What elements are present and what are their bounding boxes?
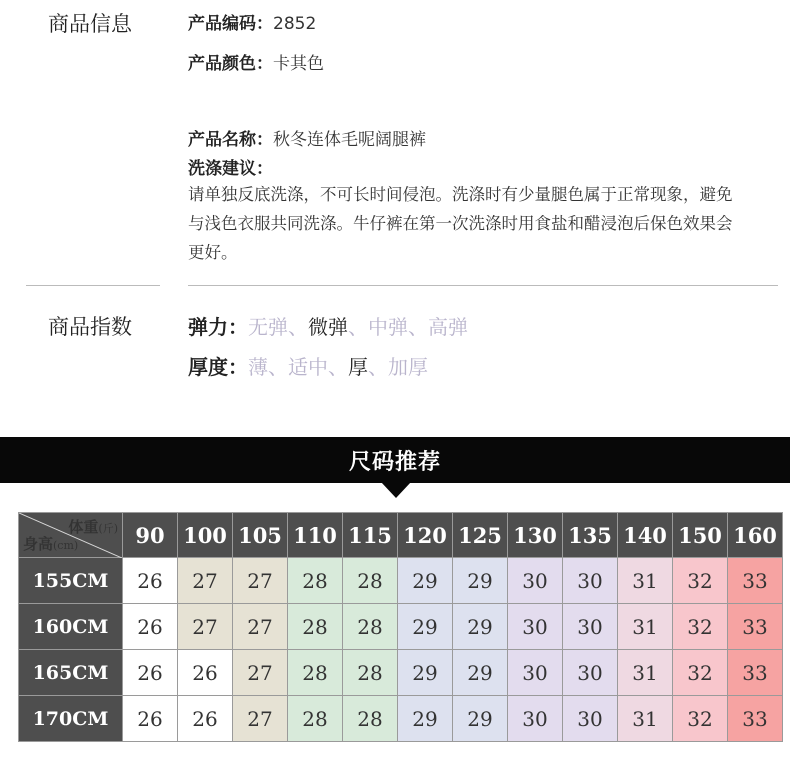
size-cell: 33 bbox=[728, 558, 783, 604]
size-row-160cm bbox=[19, 604, 783, 650]
size-cell: 27 bbox=[233, 696, 288, 742]
corner-height-text: 身高 bbox=[23, 535, 54, 553]
size-cell: 26 bbox=[123, 696, 178, 742]
height-header-160cm: 160CM bbox=[19, 604, 123, 650]
size-cell: 28 bbox=[343, 650, 398, 696]
size-banner-title: 尺码推荐 bbox=[348, 450, 441, 475]
product-color-line bbox=[188, 49, 324, 74]
size-cell: 31 bbox=[618, 696, 673, 742]
size-cell: 27 bbox=[233, 604, 288, 650]
elasticity-line bbox=[188, 311, 468, 340]
thickness-option-4: 加厚 bbox=[388, 355, 428, 379]
size-cell: 28 bbox=[288, 558, 343, 604]
size-cell: 30 bbox=[508, 604, 563, 650]
weight-header-125: 125 bbox=[453, 513, 508, 558]
elasticity-separator: 、 bbox=[408, 315, 428, 339]
weight-header-160: 160 bbox=[728, 513, 783, 558]
size-cell: 28 bbox=[343, 604, 398, 650]
thickness-option-2: 适中 bbox=[288, 355, 328, 379]
size-cell: 31 bbox=[618, 650, 673, 696]
size-row-165cm bbox=[19, 650, 783, 696]
product-name-value: 秋冬连体毛呢阔腿裤 bbox=[273, 130, 426, 150]
thickness-options bbox=[248, 355, 428, 379]
weight-header-140: 140 bbox=[618, 513, 673, 558]
size-table-body bbox=[19, 513, 783, 742]
size-cell: 28 bbox=[288, 604, 343, 650]
size-cell: 31 bbox=[618, 558, 673, 604]
section-title-product-info: 商品信息 bbox=[48, 12, 132, 36]
weight-header-150: 150 bbox=[673, 513, 728, 558]
size-cell: 33 bbox=[728, 650, 783, 696]
size-cell: 28 bbox=[343, 558, 398, 604]
size-cell: 32 bbox=[673, 558, 728, 604]
product-name-line bbox=[188, 125, 426, 150]
size-cell: 29 bbox=[398, 558, 453, 604]
product-code-value: 2852 bbox=[273, 14, 317, 34]
weight-header-130: 130 bbox=[508, 513, 563, 558]
size-cell: 28 bbox=[288, 650, 343, 696]
size-cell: 26 bbox=[178, 696, 233, 742]
weight-header-120: 120 bbox=[398, 513, 453, 558]
elasticity-separator: 、 bbox=[288, 315, 308, 339]
divider-left bbox=[26, 285, 160, 286]
size-cell: 30 bbox=[508, 696, 563, 742]
size-cell: 33 bbox=[728, 696, 783, 742]
elasticity-option-3: 中弹 bbox=[368, 315, 408, 339]
product-name-label: 产品名称： bbox=[188, 130, 273, 150]
height-header-155cm: 155CM bbox=[19, 558, 123, 604]
size-cell: 30 bbox=[563, 604, 618, 650]
corner-height-label bbox=[23, 533, 78, 554]
size-cell: 27 bbox=[178, 604, 233, 650]
size-cell: 32 bbox=[673, 604, 728, 650]
height-header-165cm: 165CM bbox=[19, 650, 123, 696]
size-cell: 30 bbox=[563, 558, 618, 604]
elasticity-options bbox=[248, 315, 468, 339]
corner-height-unit: (cm) bbox=[53, 539, 79, 552]
size-cell: 29 bbox=[453, 604, 508, 650]
size-cell: 29 bbox=[398, 696, 453, 742]
divider-right bbox=[188, 285, 778, 286]
banner-arrow bbox=[381, 482, 411, 498]
size-cell: 29 bbox=[398, 604, 453, 650]
size-cell: 29 bbox=[453, 696, 508, 742]
size-cell: 26 bbox=[123, 650, 178, 696]
thickness-separator: 、 bbox=[268, 355, 288, 379]
thickness-option-1: 薄 bbox=[248, 355, 268, 379]
thickness-line bbox=[188, 351, 428, 380]
weight-header-135: 135 bbox=[563, 513, 618, 558]
thickness-option-3: 厚 bbox=[348, 355, 368, 379]
wash-advice-text: 请单独反底洗涤，不可长时间侵泡。洗涤时有少量腿色属于正常现象，避免与浅色衣服共同洗涤。牛仔裤在第一次洗涤时用食盐和醋浸泡后保色效果会更好。 bbox=[188, 185, 733, 262]
size-row-155cm bbox=[19, 558, 783, 604]
thickness-separator: 、 bbox=[328, 355, 348, 379]
size-cell: 31 bbox=[618, 604, 673, 650]
size-cell: 27 bbox=[233, 558, 288, 604]
weight-header-100: 100 bbox=[178, 513, 233, 558]
size-cell: 30 bbox=[563, 650, 618, 696]
size-table-header-row bbox=[19, 513, 783, 558]
thickness-separator: 、 bbox=[368, 355, 388, 379]
size-cell: 27 bbox=[178, 558, 233, 604]
size-cell: 27 bbox=[233, 650, 288, 696]
size-cell: 30 bbox=[508, 558, 563, 604]
product-color-value: 卡其色 bbox=[273, 54, 324, 74]
elasticity-option-1: 无弹 bbox=[248, 315, 288, 339]
product-code-line bbox=[188, 9, 316, 34]
product-code-label: 产品编码： bbox=[188, 14, 273, 34]
size-table bbox=[18, 512, 783, 742]
wash-advice-label: 洗涤建议： bbox=[188, 159, 273, 179]
size-cell: 32 bbox=[673, 696, 728, 742]
size-cell: 29 bbox=[453, 650, 508, 696]
size-cell: 26 bbox=[123, 558, 178, 604]
elasticity-option-4: 高弹 bbox=[428, 315, 468, 339]
size-cell: 29 bbox=[453, 558, 508, 604]
elasticity-separator: 、 bbox=[348, 315, 368, 339]
size-table-corner bbox=[19, 513, 123, 558]
elasticity-option-2: 微弹 bbox=[308, 315, 348, 339]
product-color-label: 产品颜色： bbox=[188, 54, 273, 74]
size-cell: 33 bbox=[728, 604, 783, 650]
weight-header-115: 115 bbox=[343, 513, 398, 558]
elasticity-label: 弹力： bbox=[188, 315, 248, 339]
height-header-170cm: 170CM bbox=[19, 696, 123, 742]
size-cell: 32 bbox=[673, 650, 728, 696]
thickness-label: 厚度： bbox=[188, 355, 248, 379]
size-cell: 26 bbox=[178, 650, 233, 696]
weight-header-90: 90 bbox=[123, 513, 178, 558]
size-cell: 30 bbox=[508, 650, 563, 696]
section-title-product-index: 商品指数 bbox=[48, 315, 132, 339]
corner-weight-unit: (斤) bbox=[98, 522, 118, 535]
weight-header-110: 110 bbox=[288, 513, 343, 558]
corner-weight-text: 体重 bbox=[68, 518, 99, 536]
size-cell: 26 bbox=[123, 604, 178, 650]
size-cell: 28 bbox=[343, 696, 398, 742]
size-cell: 28 bbox=[288, 696, 343, 742]
size-row-170cm bbox=[19, 696, 783, 742]
size-cell: 29 bbox=[398, 650, 453, 696]
size-cell: 30 bbox=[563, 696, 618, 742]
wash-advice-label-line bbox=[188, 154, 273, 179]
weight-header-105: 105 bbox=[233, 513, 288, 558]
